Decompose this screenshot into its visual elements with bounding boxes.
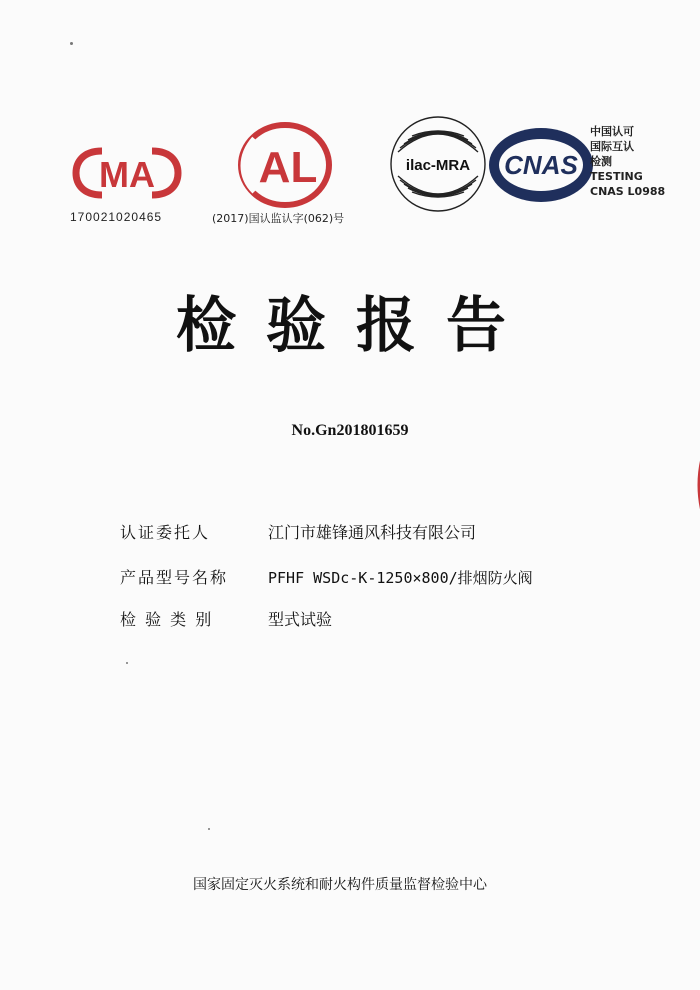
- ilac-mra-logo: [388, 114, 488, 214]
- info-value: PFHF WSDc-K-1250×800/排烟防火阀: [268, 569, 533, 587]
- cnas-line: 检测: [590, 155, 612, 168]
- cnas-accreditation-text: [590, 124, 665, 199]
- scan-speck: [208, 828, 210, 830]
- cal-logo: [236, 120, 334, 210]
- info-label: 产品型号名称: [120, 568, 229, 587]
- info-row-product: [120, 565, 533, 588]
- cnas-letters: CNAS: [504, 150, 578, 180]
- scan-speck: [70, 42, 73, 45]
- scan-speck: [126, 662, 128, 664]
- cnas-line: TESTING: [590, 170, 643, 183]
- info-value: 型式试验: [268, 610, 333, 629]
- info-value: 江门市雄锋通风科技有限公司: [268, 523, 477, 542]
- info-row-client: [120, 520, 476, 543]
- issuing-organization: 国家固定灭火系统和耐火构件质量监督检验中心: [193, 877, 487, 893]
- page-title: 检验报告: [176, 291, 536, 361]
- cma-number: 170021020465: [70, 210, 163, 224]
- ilac-text: ilac-MRA: [405, 157, 471, 174]
- cal-letters: AL: [258, 143, 318, 192]
- cnas-line: 中国认可: [590, 125, 634, 138]
- cal-number: (2017)国认监认字(062)号: [212, 212, 345, 225]
- cnas-line: 国际互认: [590, 140, 634, 153]
- info-label: 认证委托人: [120, 523, 211, 542]
- info-row-test-type: [120, 607, 332, 630]
- red-seal-edge: [680, 430, 700, 540]
- cma-letters: MA: [99, 154, 155, 195]
- cma-logo: [72, 145, 182, 201]
- info-label: 检 验 类 别: [120, 610, 214, 629]
- cnas-logo: [485, 124, 597, 206]
- cnas-line: CNAS L0988: [590, 185, 666, 198]
- report-number: No.Gn201801659: [291, 422, 409, 439]
